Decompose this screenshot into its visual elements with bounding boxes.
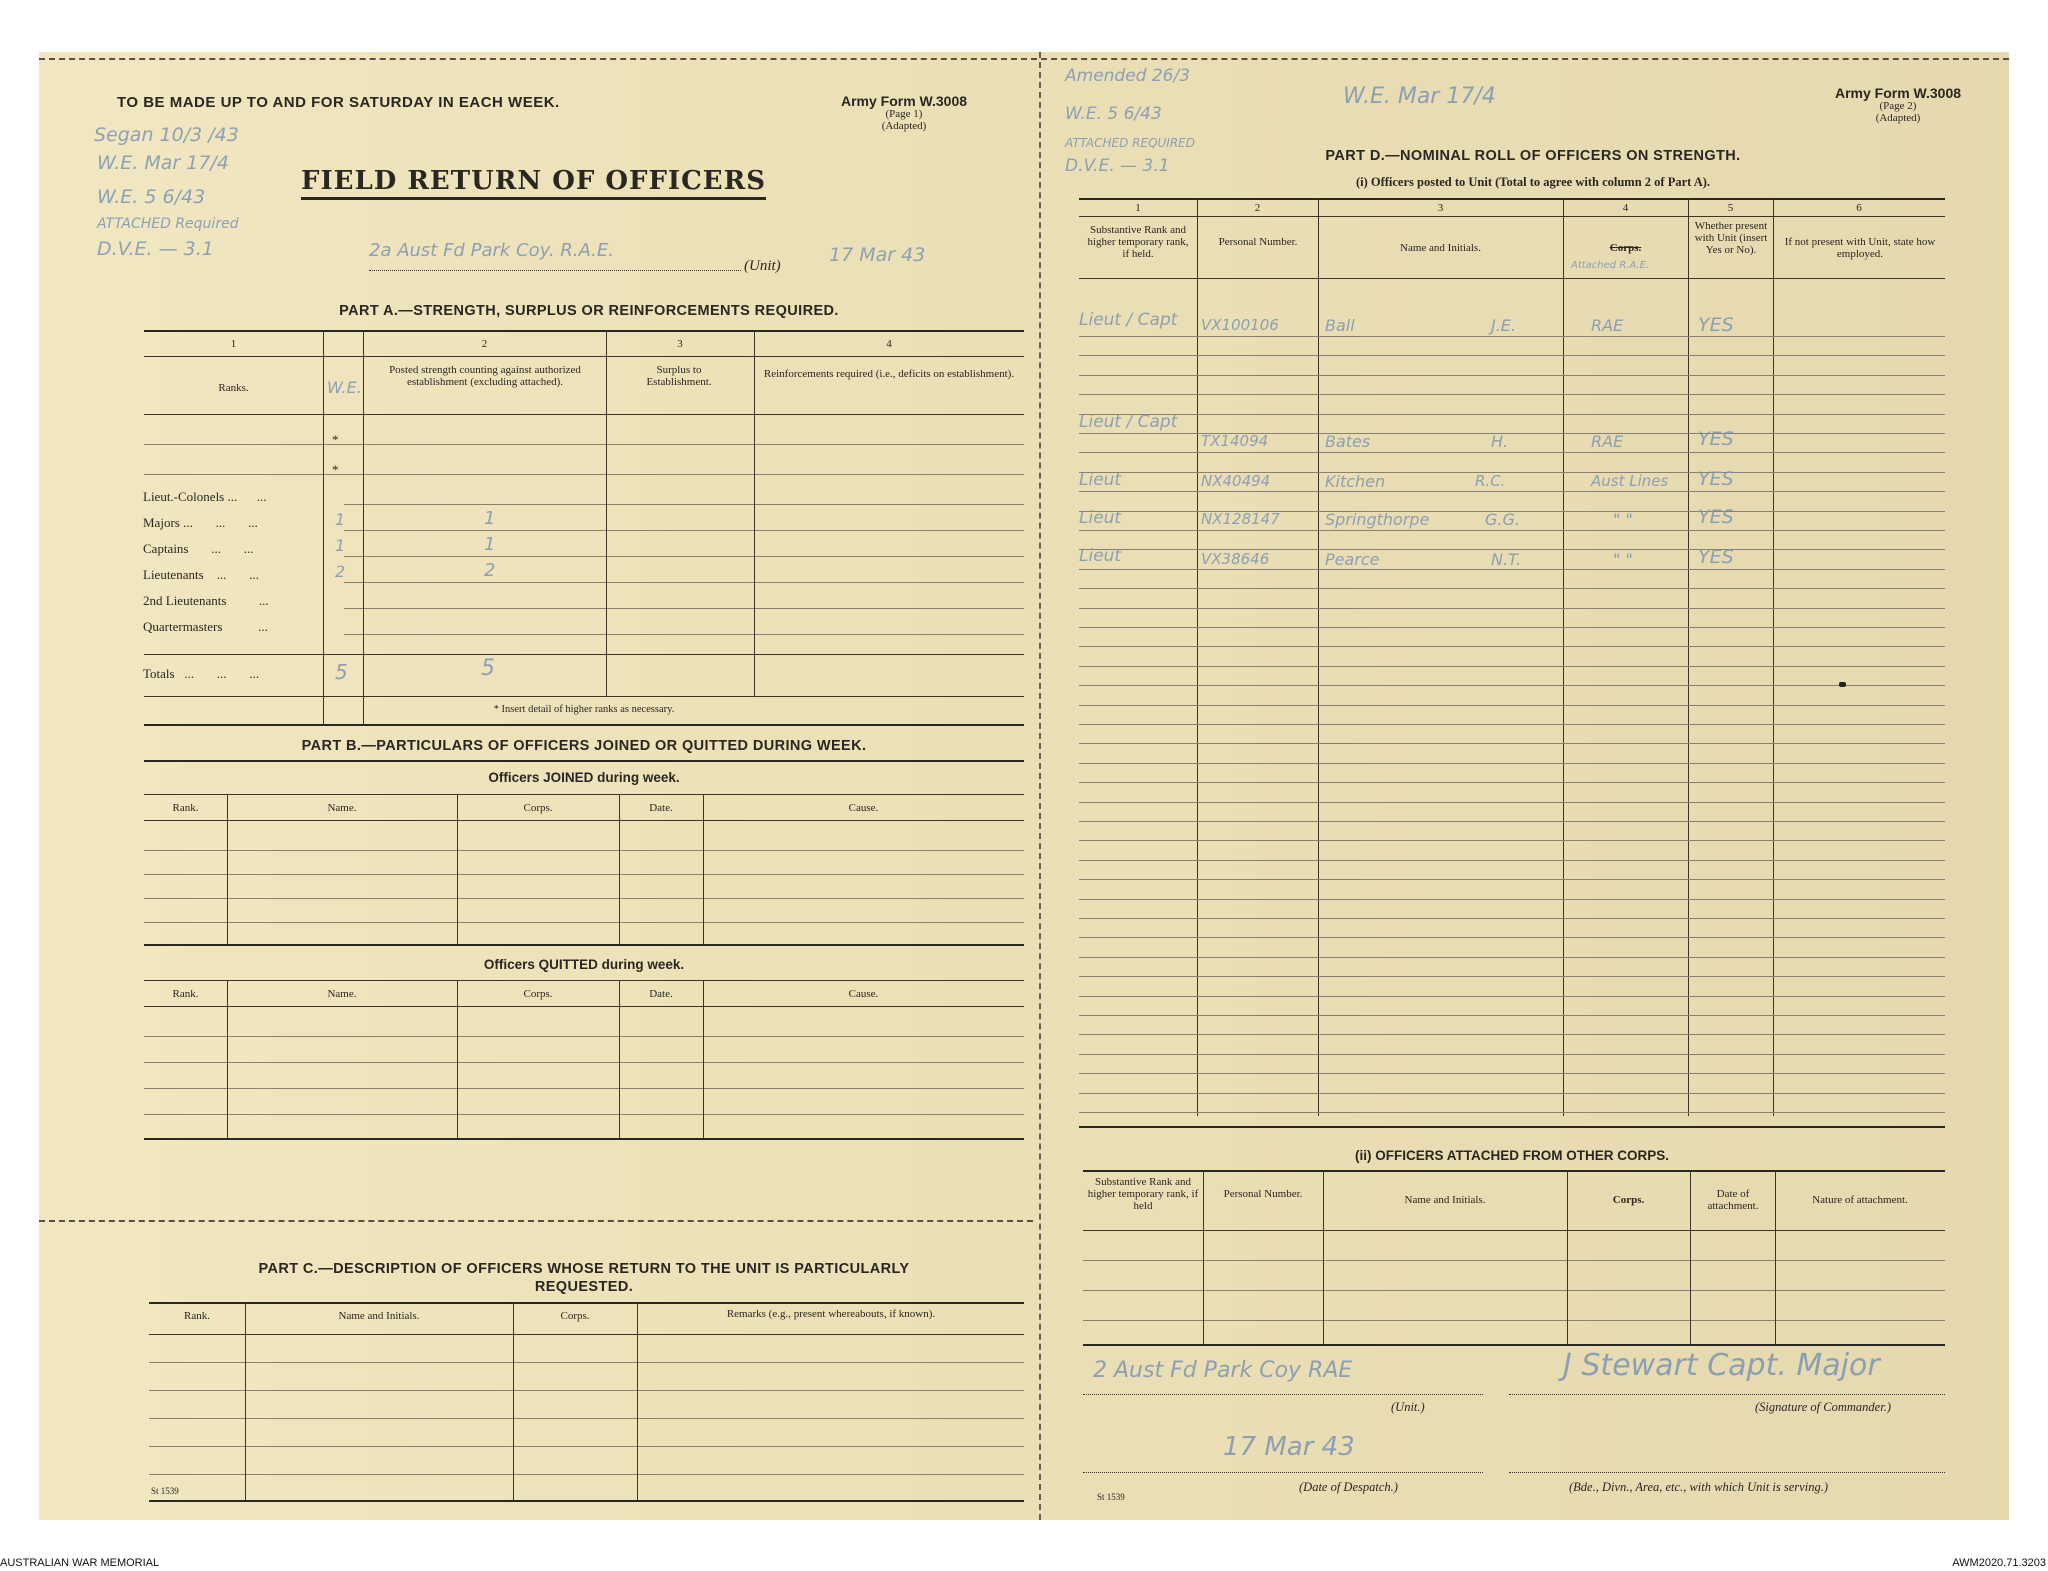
roll-row-1-rank: Lieut / Capt (1079, 310, 1178, 330)
part-a-col-4: 4 (886, 338, 892, 350)
corps-attached-note: Attached R.A.E. (1571, 260, 1650, 271)
roll-row-5-corps: " " (1613, 550, 1633, 569)
roll-row-4-rank: Lieut (1079, 508, 1122, 528)
form-page: (Page 1) (885, 108, 923, 120)
part-c-col-remarks: Remarks (e.g., present whereabouts, if known). (726, 1308, 936, 1320)
p2-margin-note-2: W.E. 5 6/43 (1065, 104, 1162, 124)
unit-caption: (Unit.) (1391, 1400, 1425, 1414)
roll-rule-line (1079, 821, 1945, 822)
quitted-heading: Officers QUITTED during week. (483, 957, 685, 972)
posted-value-majors: 1 (484, 508, 496, 529)
p2-margin-note-3: ATTACHED REQUIRED (1065, 136, 1195, 150)
attached-col-nature: Nature of attachment. (1812, 1194, 1908, 1206)
we-value-captains: 1 (335, 536, 346, 555)
roll-rule-line (1079, 1073, 1945, 1074)
we-value-totals: 5 (335, 660, 348, 684)
part-c-col-rank: Rank. (184, 1310, 210, 1322)
part-a-col-2: 2 (481, 338, 488, 350)
p2-top-note: W.E. Mar 17/4 (1343, 84, 1496, 109)
p2-form-adapted: (Adapted) (1875, 112, 1921, 124)
rank-quartermasters: Quartermasters ... (143, 619, 268, 634)
margin-note-4: ATTACHED Required (97, 216, 239, 232)
roll-rule-line (1079, 491, 1945, 492)
p2-margin-note-4: D.V.E. — 3.1 (1065, 156, 1170, 176)
unit-entry: 2a Aust Fd Park Coy. R.A.E. (369, 240, 614, 261)
roll-rule-line (1079, 608, 1945, 609)
rank-lieutenants: Lieutenants ... ... (143, 567, 259, 582)
roll-row-5-rank: Lieut (1079, 546, 1122, 566)
quitted-col-rank: Rank. (172, 988, 199, 1000)
form-adapted: (Adapted) (881, 120, 927, 132)
part-a-header-reinforcements: Reinforcements required (i.e., deficits on establishment). (763, 368, 1015, 380)
part-d-header-corps: Corps. (1609, 242, 1642, 254)
roll-row-4-present: YES (1698, 506, 1734, 528)
unit-line (369, 270, 741, 271)
joined-col-cause: Cause. (848, 802, 879, 814)
roll-rule-line (1079, 530, 1945, 531)
part-c-col-name: Name and Initials. (338, 1310, 420, 1322)
roll-rule-line (1079, 899, 1945, 900)
part-d-colnum-3: 3 (1437, 202, 1444, 214)
despatch-caption: (Date of Despatch.) (1299, 1480, 1398, 1494)
joined-heading: Officers JOINED during week. (488, 770, 680, 785)
part-a-col-3: 3 (677, 338, 683, 350)
roll-rule-line (1079, 879, 1945, 880)
print-code-page2: St 1539 (1097, 1492, 1125, 1502)
archive-caption-left: AUSTRALIAN WAR MEMORIAL (0, 1557, 160, 1569)
roll-row-4-init: G.G. (1485, 510, 1520, 529)
we-column-label: W.E. (327, 378, 362, 397)
part-d-colnum-1: 1 (1135, 202, 1141, 214)
part-b-heading: PART B.—PARTICULARS OF OFFICERS JOINED OR QUITTED DURING WEEK. (301, 738, 867, 754)
p2-margin-note-1: Amended 26/3 (1065, 66, 1191, 86)
roll-row-1-init: J.E. (1491, 316, 1516, 335)
part-d-subheading: (i) Officers posted to Unit (Total to agree with column 2 of Part A). (1355, 175, 1711, 189)
joined-col-date: Date. (649, 802, 673, 814)
roll-row-3-corps: Aust Lines (1591, 472, 1669, 490)
page-title: FIELD RETURN OF OFFICERS (301, 166, 766, 200)
joined-col-rank: Rank. (172, 802, 199, 814)
part-a-header-ranks: Ranks. (218, 382, 249, 394)
posted-value-lieutenants: 2 (484, 560, 496, 581)
we-value-lieutenants: 2 (335, 562, 346, 581)
part-d-header-rank: Substantive Rank and higher temporary rank, if held. (1087, 224, 1189, 260)
attached-col-number: Personal Number. (1223, 1188, 1303, 1200)
center-perforation (1039, 52, 1041, 1520)
quitted-col-corps: Corps. (523, 988, 553, 1000)
part-a-header-surplus: Surplus to Establishment. (646, 364, 712, 388)
roll-rule-line (1079, 1054, 1945, 1055)
roll-rule-line (1079, 860, 1945, 861)
roll-rule-line (1079, 802, 1945, 803)
roll-row-1-corps: RAE (1591, 316, 1624, 335)
roll-row-4-number: NX128147 (1201, 510, 1280, 528)
roll-row-4-corps: " " (1613, 510, 1633, 529)
unit-label: (Unit) (744, 258, 781, 274)
roll-row-2-rank: Lieut / Capt (1079, 412, 1178, 432)
joined-col-corps: Corps. (523, 802, 553, 814)
form-number: Army Form W.3008 (840, 93, 968, 109)
attached-heading: (ii) OFFICERS ATTACHED FROM OTHER CORPS. (1355, 1148, 1669, 1163)
attached-col-rank: Substantive Rank and higher temporary rank, if held (1087, 1176, 1199, 1212)
roll-rule-line (1079, 336, 1945, 337)
bde-caption: (Bde., Divn., Area, etc., with which Unit is serving.) (1569, 1480, 1828, 1494)
roll-rule-line (1079, 1093, 1945, 1094)
margin-note-1: Segan 10/3 /43 (94, 124, 239, 146)
attached-col-corps: Corps. (1612, 1194, 1645, 1206)
roll-rule-line (1079, 976, 1945, 977)
roll-rule-line (1079, 375, 1945, 376)
roll-row-1-name: Ball (1325, 316, 1355, 335)
rank-2nd-lieutenants: 2nd Lieutenants ... (143, 593, 269, 608)
roll-row-4-name: Springthorpe (1325, 510, 1430, 529)
roll-row-5-name: Pearce (1325, 550, 1380, 569)
p2-form-page: (Page 2) (1879, 100, 1917, 112)
margin-note-3: W.E. 5 6/43 (97, 186, 206, 208)
attached-col-date: Date of attachment. (1707, 1188, 1759, 1212)
signature-caption: (Signature of Commander.) (1755, 1400, 1891, 1414)
roll-rule-line (1079, 918, 1945, 919)
part-d-heading: PART D.—NOMINAL ROLL OF OFFICERS ON STRENGTH. (1325, 148, 1741, 164)
star-2: * (332, 462, 339, 477)
roll-rule-line (1079, 1015, 1945, 1016)
roll-row-3-present: YES (1698, 468, 1734, 490)
roll-row-2-number: TX14094 (1201, 432, 1269, 450)
roll-rule-line (1079, 743, 1945, 744)
archive-caption-right: AWM2020.71.3203 (1952, 1557, 2046, 1569)
roll-rule-line (1079, 627, 1945, 628)
roll-row-2-name: Bates (1325, 432, 1371, 451)
instruction-text: TO BE MADE UP TO AND FOR SATURDAY IN EACH WEEK. (117, 94, 560, 111)
p2-unit-entry: 2 Aust Fd Park Coy RAE (1093, 1358, 1353, 1383)
roll-row-5-number: VX38646 (1201, 550, 1270, 568)
roll-rule-line (1079, 996, 1945, 997)
star-1: * (332, 432, 339, 447)
commander-signature: J Stewart Capt. Major (1563, 1348, 1880, 1383)
page-2 (1043, 52, 2009, 1520)
quitted-col-date: Date. (649, 988, 673, 1000)
posted-value-totals: 5 (481, 656, 495, 681)
roll-rule-line (1079, 685, 1945, 686)
roll-rule-line (1079, 763, 1945, 764)
part-d-colnum-2: 2 (1254, 202, 1261, 214)
roll-rule-line (1079, 705, 1945, 706)
form-number-block (829, 94, 979, 132)
part-c-heading-line1: PART C.—DESCRIPTION OF OFFICERS WHOSE RETURN TO THE UNIT IS PARTICULARLY (258, 1261, 910, 1277)
roll-row-3-name: Kitchen (1325, 472, 1386, 491)
quitted-col-cause: Cause. (848, 988, 879, 1000)
margin-note-2: W.E. Mar 17/4 (97, 152, 229, 174)
part-d-colnum-5: 5 (1727, 202, 1734, 214)
roll-rule-line (1079, 957, 1945, 958)
roll-rule-line (1079, 355, 1945, 356)
posted-value-captains: 1 (484, 534, 496, 555)
part-c-col-corps: Corps. (560, 1310, 590, 1322)
p2-form-number: Army Form W.3008 (1834, 85, 1962, 101)
roll-row-3-number: NX40494 (1201, 472, 1271, 490)
roll-rule-line (1079, 1034, 1945, 1035)
roll-row-2-init: H. (1491, 432, 1509, 451)
print-code-page1: St 1539 (151, 1486, 179, 1496)
p2-form-number-block (1818, 86, 1978, 124)
part-d-colnum-4: 4 (1622, 202, 1629, 214)
page-1 (39, 52, 1039, 1520)
part-d-colnum-6: 6 (1856, 202, 1862, 214)
part-a-header-posted: Posted strength counting against authorized establishment (excluding attached). (389, 364, 581, 388)
date-entry: 17 Mar 43 (829, 244, 926, 266)
roll-rule-line (1079, 937, 1945, 938)
roll-row-2-present: YES (1698, 428, 1734, 450)
margin-note-5: D.V.E. — 3.1 (97, 238, 214, 260)
part-a-footnote: * Insert detail of higher ranks as necessary. (493, 704, 675, 715)
rank-lieut-colonels: Lieut.-Colonels ... ... (143, 489, 267, 504)
roll-row-5-init: N.T. (1491, 550, 1522, 569)
document-sheet (39, 52, 2009, 1520)
despatch-date-entry: 17 Mar 43 (1223, 1432, 1355, 1462)
roll-rule-line (1079, 782, 1945, 783)
roll-row-1-present: YES (1698, 314, 1734, 336)
rank-captains: Captains ... ... (143, 541, 254, 556)
roll-rule-line (1079, 394, 1945, 395)
part-a-col-1: 1 (230, 338, 237, 350)
rank-totals: Totals ... ... ... (143, 666, 260, 681)
joined-col-name: Name. (327, 802, 357, 814)
part-d-header-present: Whether present with Unit (insert Yes or No). (1694, 220, 1768, 256)
roll-rule-line (1079, 840, 1945, 841)
quitted-col-name: Name. (327, 988, 357, 1000)
roll-row-3-rank: Lieut (1079, 470, 1122, 490)
roll-rule-line (1079, 1112, 1945, 1113)
we-value-majors: 1 (335, 510, 346, 529)
roll-rule-line (1079, 588, 1945, 589)
roll-row-2-corps: RAE (1591, 432, 1624, 451)
part-c-heading (144, 1260, 1024, 1296)
part-d-header-employed: If not present with Unit, state how employed. (1784, 236, 1936, 260)
part-d-header-number: Personal Number. (1218, 236, 1298, 248)
rank-majors: Majors ... ... ... (143, 515, 258, 530)
part-d-header-name: Name and Initials. (1400, 242, 1481, 254)
part-c-heading-line2: REQUESTED. (534, 1279, 634, 1295)
attached-col-name: Name and Initials. (1404, 1194, 1486, 1206)
roll-row-1-number: VX100106 (1201, 316, 1279, 334)
roll-rule-line (1079, 414, 1945, 415)
roll-rule-line (1079, 724, 1945, 725)
roll-row-3-init: R.C. (1475, 472, 1506, 490)
roll-rule-line (1079, 646, 1945, 647)
roll-row-5-present: YES (1698, 546, 1734, 568)
roll-rule-line (1079, 452, 1945, 453)
ink-mark (1839, 682, 1846, 687)
part-a-heading: PART A.—STRENGTH, SURPLUS OR REINFORCEMENTS REQUIRED. (339, 303, 839, 319)
roll-rule-line (1079, 666, 1945, 667)
